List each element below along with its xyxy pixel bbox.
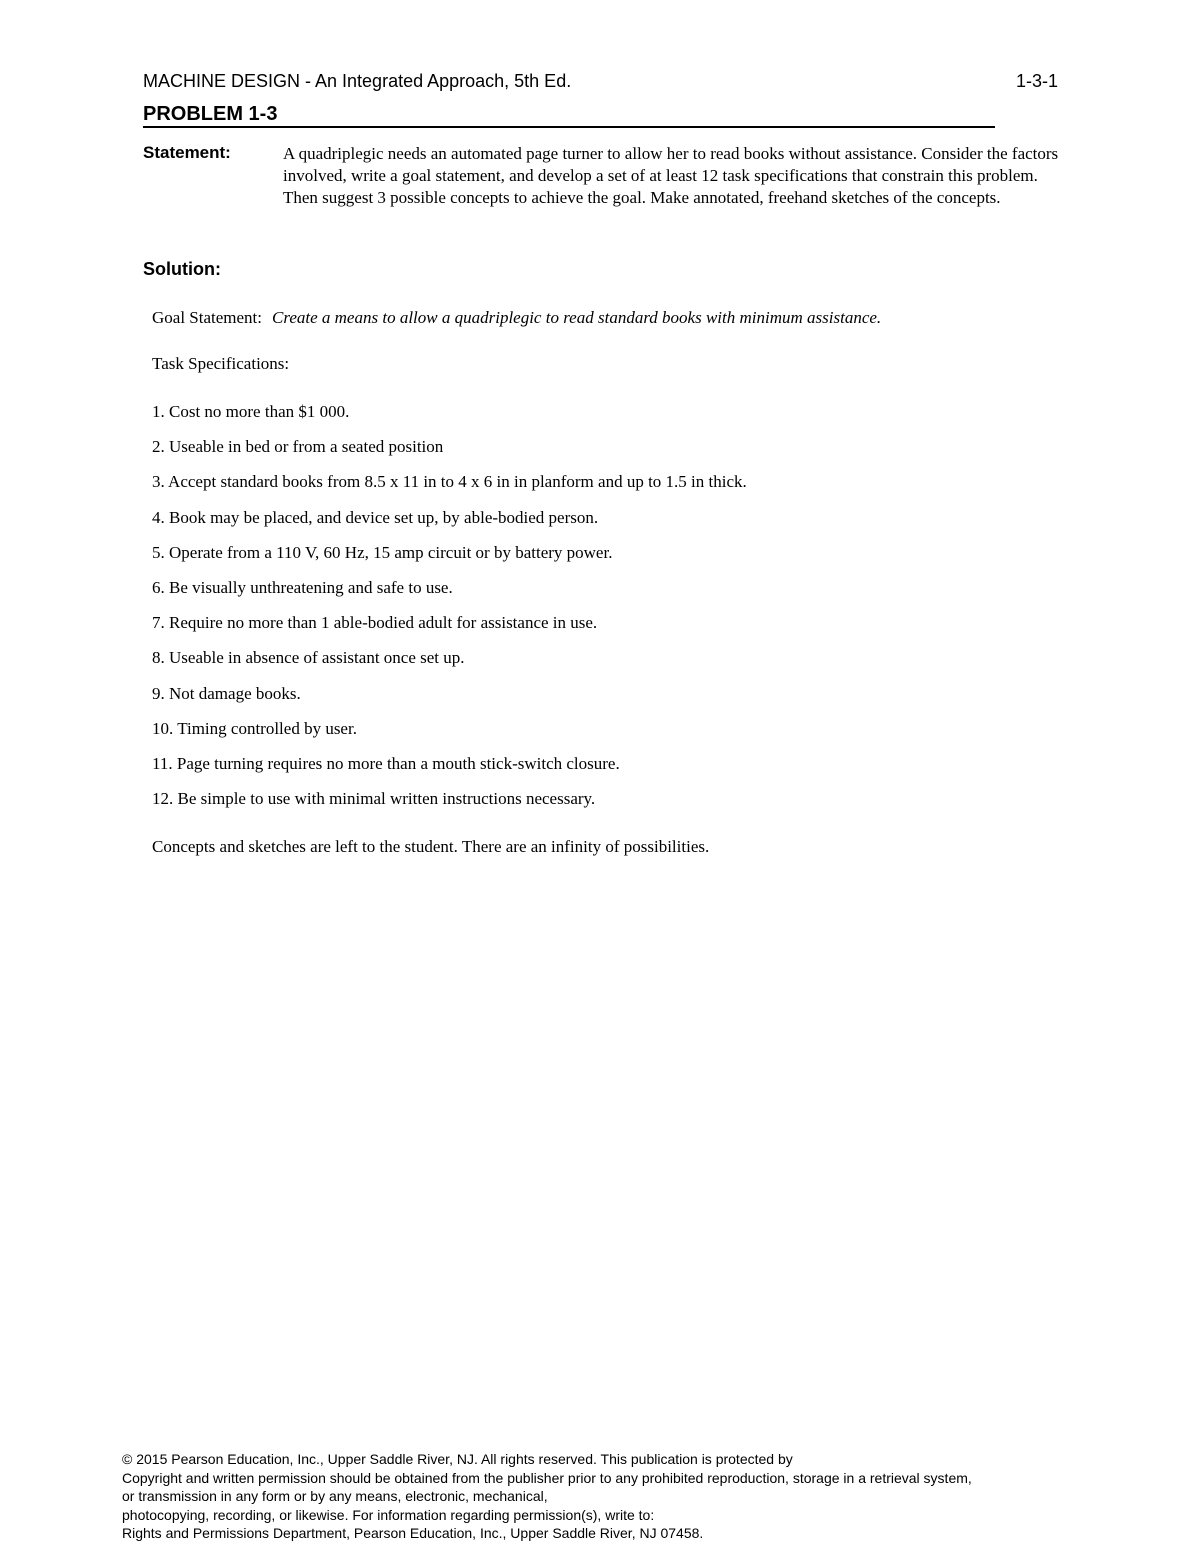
- footer-line: Rights and Permissions Department, Pearson Education, Inc., Upper Saddle River, NJ 07458.: [122, 1525, 704, 1541]
- footer-line: Copyright and written permission should be obtained from the publisher prior to any prohibited reproduction, storage in a retrieval system,: [122, 1469, 972, 1486]
- statement-text: A quadriplegic needs an automated page turner to allow her to read books without assistance. Consider the factors involved, write a goal statement, and develop a set of at least 12 task specifications that constrain this problem. Then suggest 3 possible concepts to achieve the goal. Make annotated, freehand sketches of the concepts.: [283, 144, 1059, 207]
- concepts-note: Concepts and sketches are left to the student. There are an infinity of possibilities.: [152, 837, 710, 856]
- task-specifications-label: Task Specifications:: [152, 354, 290, 373]
- problem-title: PROBLEM 1-3: [143, 102, 995, 128]
- solution-label: Solution:: [143, 259, 221, 279]
- goal-text: Create a means to allow a quadriplegic to read standard books with minimum assistance.: [272, 308, 882, 327]
- task-list: [152, 401, 747, 823]
- task-item: 1. Cost no more than $1 000.: [152, 402, 350, 421]
- footer-line: photocopying, recording, or likewise. For information regarding permission(s), write to:: [122, 1506, 655, 1523]
- header-page-number: 1-3-1: [1015, 71, 1058, 91]
- statement-label: Statement:: [143, 143, 231, 162]
- task-item: 2. Useable in bed or from a seated position: [152, 437, 444, 457]
- footer-line: © 2015 Pearson Education, Inc., Upper Saddle River, NJ. All rights reserved. This publication is protected by: [122, 1451, 793, 1467]
- task-item: 11. Page turning requires no more than a mouth stick-switch closure.: [152, 753, 620, 773]
- header-book-title: MACHINE DESIGN - An Integrated Approach, 5th Ed.: [143, 71, 572, 91]
- task-item: 5. Operate from a 110 V, 60 Hz, 15 amp circuit or by battery power.: [152, 542, 613, 562]
- goal-label: Goal Statement:: [152, 308, 263, 327]
- task-item: 12. Be simple to use with minimal written instructions necessary.: [152, 789, 596, 809]
- task-item: 7. Require no more than 1 able-bodied adult for assistance in use.: [152, 613, 598, 633]
- task-item: 8. Useable in absence of assistant once set up.: [152, 648, 465, 668]
- goal-statement: [152, 308, 881, 328]
- task-item: 10. Timing controlled by user.: [152, 718, 357, 738]
- footer-line: or transmission in any form or by any means, electronic, mechanical,: [122, 1488, 548, 1504]
- task-item: 6. Be visually unthreatening and safe to use.: [152, 577, 453, 597]
- task-item: 9. Not damage books.: [152, 683, 301, 703]
- task-item: 3. Accept standard books from 8.5 x 11 in to 4 x 6 in in planform and up to 1.5 in thick.: [152, 472, 747, 492]
- copyright-footer: [122, 1450, 1122, 1543]
- task-item: 4. Book may be placed, and device set up, by able-bodied person.: [152, 507, 599, 527]
